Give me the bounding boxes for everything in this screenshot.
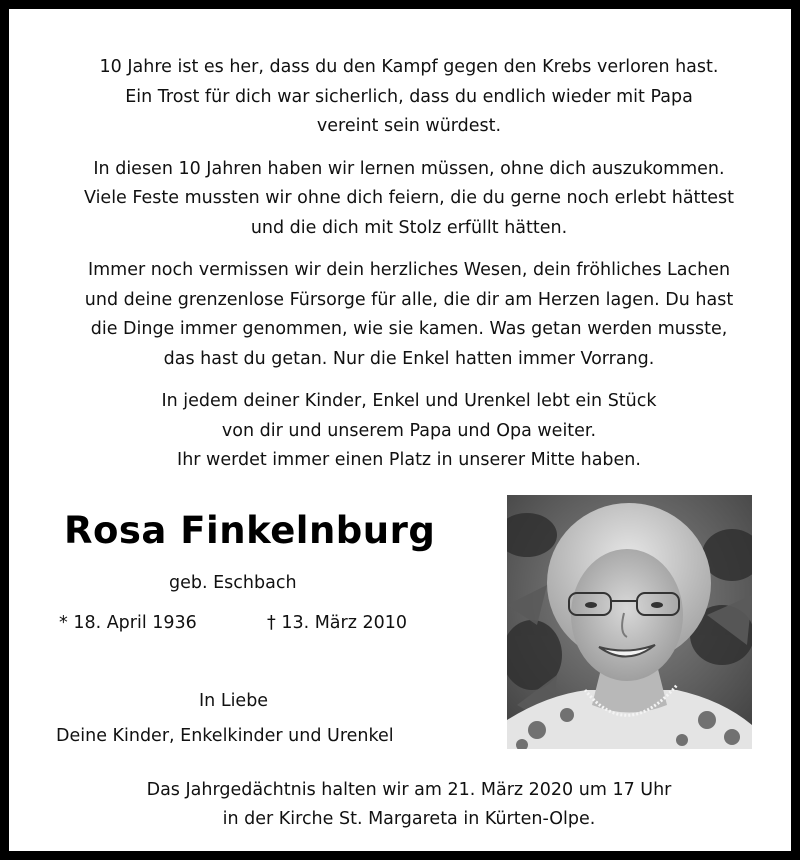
text-line: In diesen 10 Jahren haben wir lernen müssen, ohne dich auszukommen. [93, 158, 725, 179]
paragraph [29, 256, 789, 374]
text-line: und die dich mit Stolz erfüllt hätten. [250, 217, 568, 238]
text-line: Immer noch vermissen wir dein herzliches Wesen, dein fröhliches Lachen [87, 260, 731, 280]
paragraph [29, 53, 789, 142]
death-date: † 13. März 2010 [267, 613, 408, 633]
text-line: Das Jahrgedächtnis halten wir am 21. März 2020 um 17 Uhr [146, 780, 672, 800]
text-line: vereint sein würdest. [316, 116, 502, 136]
birth-date: * 18. April 1936 [59, 613, 197, 633]
paragraph [29, 387, 789, 476]
portrait-photo [507, 495, 752, 749]
text-line: 10 Jahre ist es her, dass du den Kampf gegen den Krebs verloren hast. [99, 57, 719, 77]
intro-text [29, 53, 789, 489]
portrait-photo-icon [507, 495, 752, 749]
text-line: von dir und unserem Papa und Opa weiter. [221, 420, 597, 441]
text-line: Ihr werdet immer einen Platz in unserer Mitte haben. [177, 450, 641, 470]
text-line: Ein Trost für dich war sicherlich, dass du endlich wieder mit Papa [125, 86, 693, 107]
signoff-family: Deine Kinder, Enkelkinder und Urenkel [56, 726, 394, 746]
signoff-love: In Liebe [199, 691, 269, 711]
memorial-info [29, 776, 789, 834]
deceased-name: Rosa Finkelnburg [64, 509, 436, 552]
text-line: das hast du getan. Nur die Enkel hatten immer Vorrang. [163, 348, 655, 369]
text-line: die Dinge immer genommen, wie sie kamen. Was getan werden musste, [90, 319, 728, 339]
text-line: Viele Feste mussten wir ohne dich feiern, die du gerne noch erlebt hättest [83, 188, 735, 208]
text-line: in der Kirche St. Margareta in Kürten-Olpe. [222, 809, 596, 829]
text-line: In jedem deiner Kinder, Enkel und Urenkel lebt ein Stück [161, 391, 657, 411]
maiden-name: geb. Eschbach [169, 573, 297, 593]
text-line: und deine grenzenlose Fürsorge für alle, die dir am Herzen lagen. Du hast [84, 289, 734, 310]
paragraph [29, 155, 789, 244]
